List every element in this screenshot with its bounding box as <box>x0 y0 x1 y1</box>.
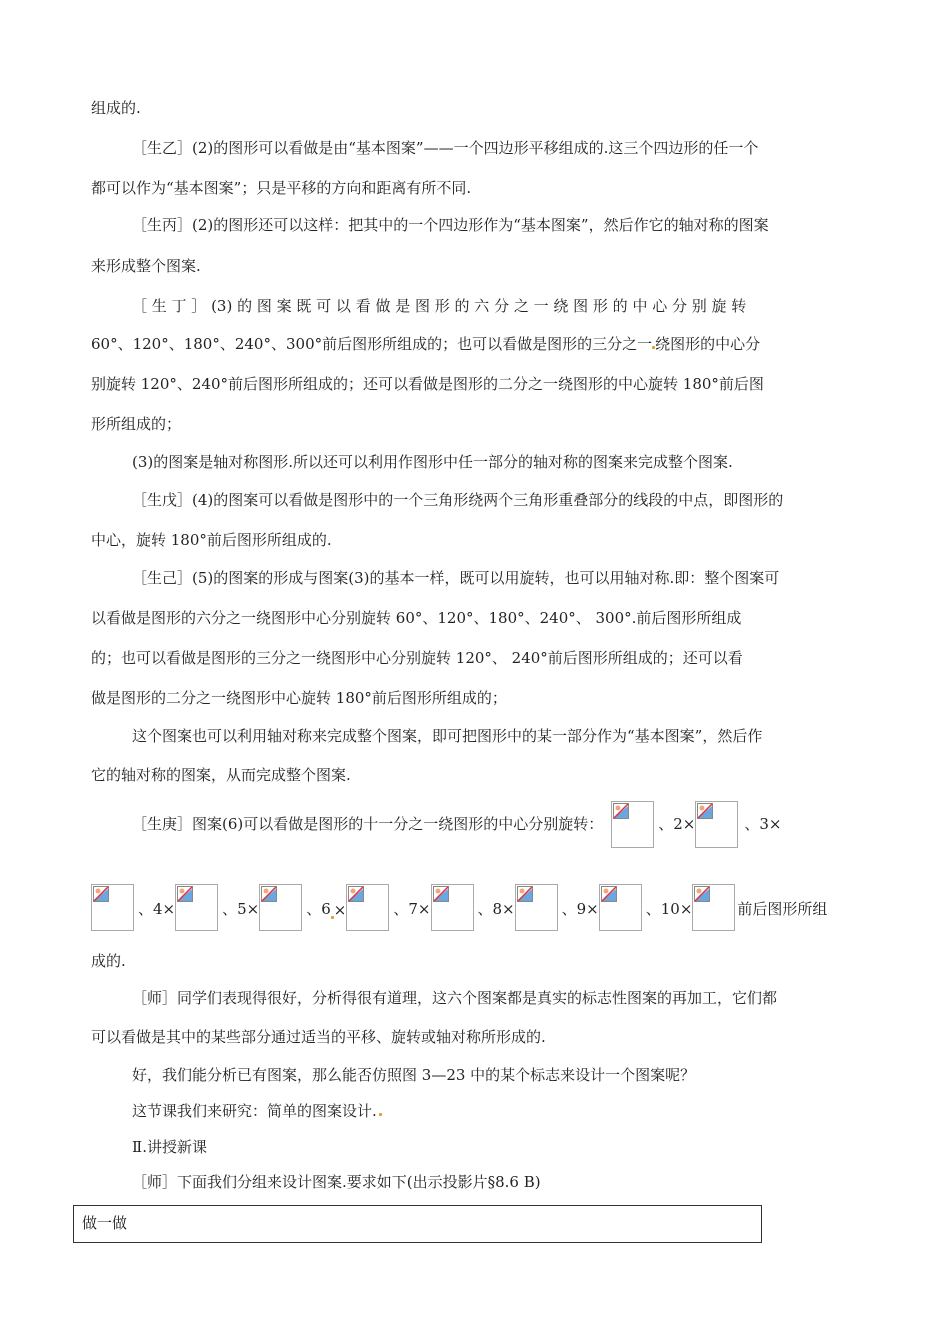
inline-image <box>431 884 474 931</box>
inline-image <box>259 884 302 931</box>
formula-row <box>91 883 827 931</box>
inline-image <box>695 801 738 848</box>
broken-image-icon <box>93 886 109 902</box>
text-run: 、7× <box>393 900 431 918</box>
text-run: 、3× <box>744 815 782 833</box>
paragraph-line <box>91 334 760 354</box>
paragraph: 可以看做是其中的某些部分通过适当的平移、旋转或轴对称所形成的. <box>91 1028 546 1046</box>
paragraph: 别旋转 120°、240°前后图形所组成的；还可以看做是图形的二分之一绕图形的中心旋转 180°前后图 <box>91 375 764 393</box>
text-run: 、6 <box>306 900 331 918</box>
paragraph: 以看做是图形的六分之一绕图形中心分别旋转 60°、120°、180°、240°、 300°.前后图形所组成 <box>91 609 742 627</box>
formula-row <box>132 800 782 848</box>
text-run: 、4× <box>138 900 176 918</box>
paragraph: 的；也可以看做是图形的三分之一绕图形中心分别旋转 120°、 240°前后图形所组成的；还可以看 <box>91 649 743 667</box>
paragraph: 形所组成的； <box>91 415 182 433</box>
text-run: 前后图形所组 <box>737 900 828 918</box>
inline-image <box>91 884 134 931</box>
text-run: 这节课我们来研究：简单的图案设计. <box>132 1102 377 1120</box>
paragraph: (3)的图案是轴对称图形.所以还可以利用作图形中任一部分的轴对称的图案来完成整个图案. <box>132 453 733 471</box>
broken-image-icon <box>694 886 710 902</box>
paragraph: ［生乙］(2)的图形可以看做是由“基本图案”——一个四边形平移组成的.这三个四边形的任一个 <box>132 139 759 157</box>
paragraph: 这个图案也可以利用轴对称来完成整个图案，即可把图形中的某一部分作为“基本图案”，然后作 <box>132 727 763 745</box>
inline-image <box>611 801 654 848</box>
paragraph: 中心，旋转 180°前后图形所组成的. <box>91 531 332 549</box>
paragraph: ［生己］(5)的图案的形成与图案(3)的基本一样，既可以用旋转，也可以用轴对称.即：整个图案可 <box>132 569 780 587</box>
text-run: ［生庚］图案(6)可以看做是图形的十一分之一绕图形的中心分别旋转： <box>132 815 604 833</box>
inline-image <box>692 884 735 931</box>
paragraph-line <box>132 1101 382 1121</box>
broken-image-icon <box>697 803 713 819</box>
broken-image-icon <box>348 886 364 902</box>
text-run: 、5× <box>222 900 260 918</box>
broken-image-icon <box>613 803 629 819</box>
broken-image-icon <box>433 886 449 902</box>
paragraph: 它的轴对称的图案，从而完成整个图案. <box>91 766 351 784</box>
text-run: 、10× <box>645 900 693 918</box>
paragraph: 好，我们能分析已有图案，那么能否仿照图 3—23 中的某个标志来设计一个图案呢？ <box>132 1066 696 1084</box>
paragraph: 做是图形的二分之一绕图形中心旋转 180°前后图形所组成的； <box>91 689 507 707</box>
text-run: 绕图形的中心分 <box>655 335 761 353</box>
paragraph: 组成的. <box>91 99 141 117</box>
inline-image <box>515 884 558 931</box>
activity-box-label: 做一做 <box>82 1214 128 1232</box>
text-run: 60°、120°、180°、240°、300°前后图形所组成的；也可以看做是图形的三分之一 <box>91 335 653 353</box>
text-run: × <box>333 901 347 919</box>
broken-image-icon <box>517 886 533 902</box>
paragraph: ［ 生 丁 ］ (3) 的 图 案 既 可 以 看 做 是 图 形 的 六 分 之 一 绕 图 形 的 中 心 分 别 旋 转 <box>132 297 747 315</box>
paragraph: ［师］同学们表现得很好，分析得很有道理，这六个图案都是真实的标志性图案的再加工，它们都 <box>132 989 778 1007</box>
paragraph: ［生丙］(2)的图形还可以这样：把其中的一个四边形作为“基本图案”，然后作它的轴对称的图案 <box>132 216 769 234</box>
broken-image-icon <box>261 886 277 902</box>
broken-image-icon <box>177 886 193 902</box>
activity-box <box>73 1205 762 1243</box>
text-run: 、2× <box>658 815 696 833</box>
marker-dot <box>379 1113 382 1116</box>
text-run: 、8× <box>477 900 515 918</box>
paragraph: ［生戊］(4)的图案可以看做是图形中的一个三角形绕两个三角形重叠部分的线段的中点，即图形的 <box>132 491 784 509</box>
broken-image-icon <box>601 886 617 902</box>
text-run: 、9× <box>561 900 599 918</box>
paragraph: 都可以作为“基本图案”；只是平移的方向和距离有所不同. <box>91 179 472 197</box>
inline-image <box>175 884 218 931</box>
paragraph: 成的. <box>91 952 126 970</box>
section-heading: Ⅱ.讲授新课 <box>132 1138 207 1156</box>
inline-image <box>346 884 389 931</box>
paragraph: 来形成整个图案. <box>91 257 201 275</box>
inline-image <box>599 884 642 931</box>
paragraph: ［师］下面我们分组来设计图案.要求如下(出示投影片§8.6 B) <box>132 1173 541 1191</box>
